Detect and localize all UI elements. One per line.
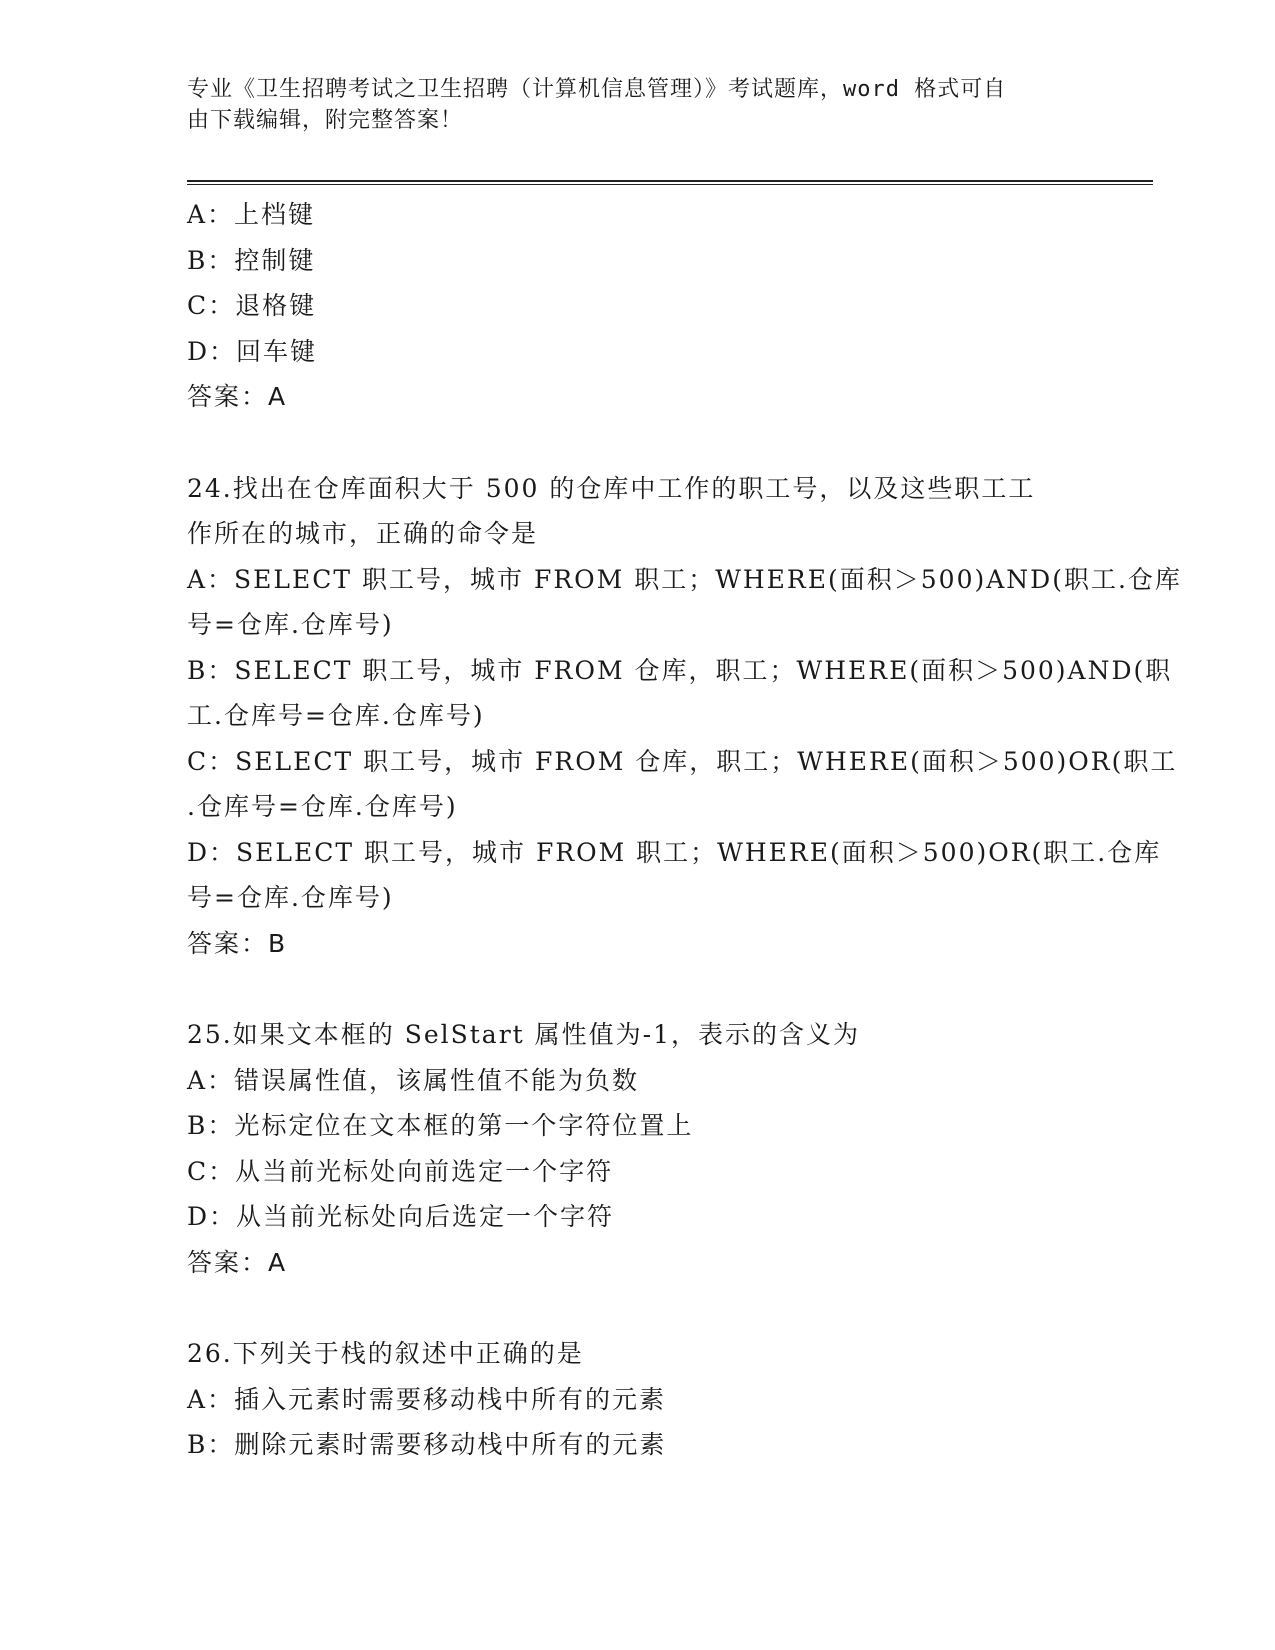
header-line-2: 由下载编辑，附完整答案！ (187, 108, 464, 133)
option-b: B：删除元素时需要移动栈中所有的元素 (187, 1430, 667, 1459)
option-a: A：错误属性值，该属性值不能为负数 (187, 1065, 640, 1095)
option-b: B：SELECT 职工号，城市 FROM 仓库，职工；WHERE(面积＞500)AND(职 (187, 655, 1173, 685)
spacer (187, 420, 1087, 466)
header-rule-thin (187, 184, 1153, 185)
header-line-1: 专业《卫生招聘考试之卫生招聘（计算机信息管理）》考试题库，word 格式可自 (187, 77, 1007, 102)
question-stem: 25.如果文本框的 SelStart 属性值为-1，表示的含义为 (187, 1020, 860, 1049)
spacer (187, 966, 1087, 1012)
option-a-cont: 号=仓库.仓库号) (187, 610, 394, 639)
option-b: B：光标定位在文本框的第一个字符位置上 (187, 1111, 694, 1140)
question-26-block (187, 1331, 1087, 1468)
option-d: D：从当前光标处向后选定一个字符 (187, 1202, 615, 1231)
question-24-block (187, 466, 1182, 967)
question-stem: 作所在的城市，正确的命令是 (187, 519, 539, 548)
option-c-cont: .仓库号=仓库.仓库号) (187, 792, 458, 821)
question-25-block (187, 1012, 1087, 1285)
option-b: B：控制键 (187, 245, 316, 275)
option-a: A：上档键 (187, 200, 316, 229)
spacer (187, 1285, 1087, 1331)
question-stem: 24.找出在仓库面积大于 500 的仓库中工作的职工号，以及这些职工工 (187, 473, 1036, 503)
option-c: C：从当前光标处向前选定一个字符 (187, 1156, 614, 1186)
option-c: C：退格键 (187, 291, 317, 320)
option-d-cont: 号=仓库.仓库号) (187, 883, 394, 912)
option-c: C：SELECT 职工号，城市 FROM 仓库，职工；WHERE(面积＞500)OR(职工 (187, 746, 1178, 776)
page-header (187, 74, 1067, 136)
header-rule-thick (187, 180, 1153, 182)
option-a: A：SELECT 职工号，城市 FROM 职工；WHERE(面积＞500)AND(职工.仓库 (187, 564, 1182, 594)
option-d: D：SELECT 职工号，城市 FROM 职工；WHERE(面积＞500)OR(职工.仓库 (187, 837, 1162, 867)
option-b-cont: 工.仓库号=仓库.仓库号) (187, 701, 485, 730)
question-content (187, 192, 1182, 1468)
option-d: D：回车键 (187, 336, 318, 366)
answer-line: 答案：A (187, 1247, 288, 1277)
question-stem: 26.下列关于栈的叙述中正确的是 (187, 1339, 584, 1368)
answer-line: 答案：A (187, 382, 288, 411)
answer-line: 答案：B (187, 928, 288, 958)
option-a: A：插入元素时需要移动栈中所有的元素 (187, 1384, 667, 1414)
question-23-block (187, 192, 1087, 420)
